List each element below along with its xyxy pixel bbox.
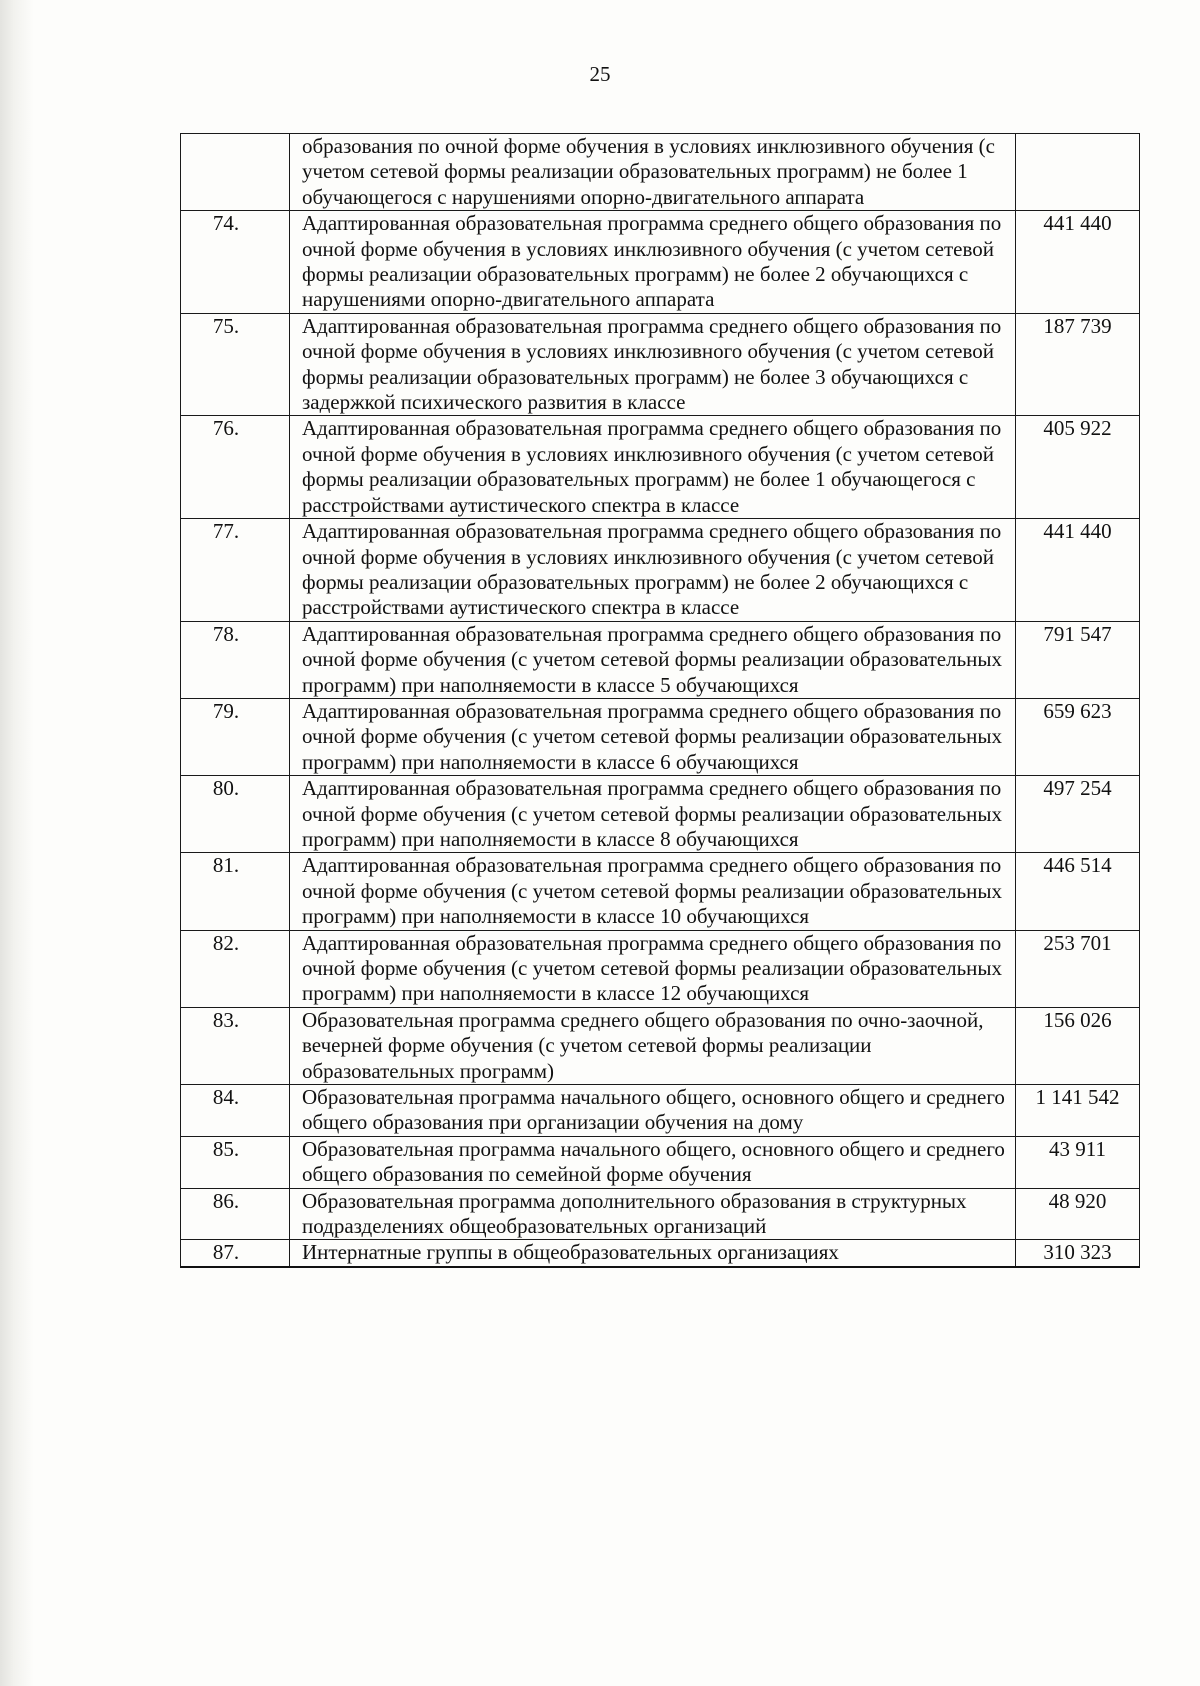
row-description: Адаптированная образовательная программа среднего общего образования по очной форме обучения (с учетом сетевой формы реализации образовательных программ) при наполняемости в классе 8 обучающихся: [290, 776, 1016, 853]
row-description: Образовательная программа начального общего, основного общего и среднего общего образования при организации обучения на дому: [290, 1085, 1016, 1137]
row-number: [181, 134, 290, 211]
row-description: Адаптированная образовательная программа среднего общего образования по очной форме обучения в условиях инклюзивного обучения (с учетом сетевой формы реализации образовательных программ) не более 2 обучающихся с расстройствами аутистического спектра в классе: [290, 519, 1016, 622]
row-number: 86.: [181, 1188, 290, 1240]
row-number: 84.: [181, 1085, 290, 1137]
row-number: 78.: [181, 621, 290, 698]
table-row: [181, 930, 1140, 1007]
row-description: Адаптированная образовательная программа среднего общего образования по очной форме обучения (с учетом сетевой формы реализации образовательных программ) при наполняемости в классе 5 обучающихся: [290, 621, 1016, 698]
table-body: [181, 134, 1140, 1267]
row-number: 75.: [181, 313, 290, 416]
row-description: Адаптированная образовательная программа среднего общего образования по очной форме обучения (с учетом сетевой формы реализации образовательных программ) при наполняемости в классе 6 обучающихся: [290, 698, 1016, 775]
row-value: 1 141 542: [1016, 1085, 1140, 1137]
table-row: [181, 1188, 1140, 1240]
row-value: 187 739: [1016, 313, 1140, 416]
row-description: Адаптированная образовательная программа среднего общего образования по очной форме обучения (с учетом сетевой формы реализации образовательных программ) при наполняемости в классе 12 обучающихся: [290, 930, 1016, 1007]
row-description: образования по очной форме обучения в условиях инклюзивного обучения (с учетом сетевой формы реализации образовательных программ) не более 1 обучающегося с нарушениями опорно-двигательного аппарата: [290, 134, 1016, 211]
row-description: Адаптированная образовательная программа среднего общего образования по очной форме обучения (с учетом сетевой формы реализации образовательных программ) при наполняемости в классе 10 обучающихся: [290, 853, 1016, 930]
row-description: Образовательная программа начального общего, основного общего и среднего общего образования по семейной форме обучения: [290, 1136, 1016, 1188]
row-description: Интернатные группы в общеобразовательных организациях: [290, 1240, 1016, 1267]
row-value: [1016, 134, 1140, 211]
table-row: [181, 776, 1140, 853]
table-row: [181, 853, 1140, 930]
scan-edge-shadow: [0, 0, 34, 1686]
row-number: 82.: [181, 930, 290, 1007]
table-row: [181, 519, 1140, 622]
table-row: [181, 1136, 1140, 1188]
table-row: [181, 1085, 1140, 1137]
row-number: 83.: [181, 1007, 290, 1084]
row-number: 74.: [181, 211, 290, 314]
row-number: 80.: [181, 776, 290, 853]
table-row: [181, 1007, 1140, 1084]
row-value: 497 254: [1016, 776, 1140, 853]
row-value: 48 920: [1016, 1188, 1140, 1240]
table-row: [181, 211, 1140, 314]
table-row: [181, 621, 1140, 698]
row-description: Образовательная программа среднего общего образования по очно-заочной, вечерней форме обучения (с учетом сетевой формы реализации образовательных программ): [290, 1007, 1016, 1084]
row-value: 43 911: [1016, 1136, 1140, 1188]
row-number: 87.: [181, 1240, 290, 1267]
row-value: 446 514: [1016, 853, 1140, 930]
row-value: 310 323: [1016, 1240, 1140, 1267]
table-row: [181, 134, 1140, 211]
row-description: Образовательная программа дополнительного образования в структурных подразделениях общеобразовательных организаций: [290, 1188, 1016, 1240]
tariff-table: [180, 133, 1140, 1268]
page-number: 25: [589, 62, 611, 86]
table-row: [181, 416, 1140, 519]
row-value: 441 440: [1016, 211, 1140, 314]
row-number: 76.: [181, 416, 290, 519]
row-description: Адаптированная образовательная программа среднего общего образования по очной форме обучения в условиях инклюзивного обучения (с учетом сетевой формы реализации образовательных программ) не более 1 обучающегося с расстройствами аутистического спектра в классе: [290, 416, 1016, 519]
row-number: 81.: [181, 853, 290, 930]
table-row: [181, 698, 1140, 775]
table-row: [181, 1240, 1140, 1267]
row-number: 77.: [181, 519, 290, 622]
row-description: Адаптированная образовательная программа среднего общего образования по очной форме обучения в условиях инклюзивного обучения (с учетом сетевой формы реализации образовательных программ) не более 3 обучающихся с задержкой психического развития в классе: [290, 313, 1016, 416]
row-number: 79.: [181, 698, 290, 775]
row-value: 156 026: [1016, 1007, 1140, 1084]
row-value: 253 701: [1016, 930, 1140, 1007]
row-value: 405 922: [1016, 416, 1140, 519]
row-value: 659 623: [1016, 698, 1140, 775]
row-description: Адаптированная образовательная программа среднего общего образования по очной форме обучения в условиях инклюзивного обучения (с учетом сетевой формы реализации образовательных программ) не более 2 обучающихся с нарушениями опорно-двигательного аппарата: [290, 211, 1016, 314]
table-row: [181, 313, 1140, 416]
row-value: 791 547: [1016, 621, 1140, 698]
row-value: 441 440: [1016, 519, 1140, 622]
row-number: 85.: [181, 1136, 290, 1188]
